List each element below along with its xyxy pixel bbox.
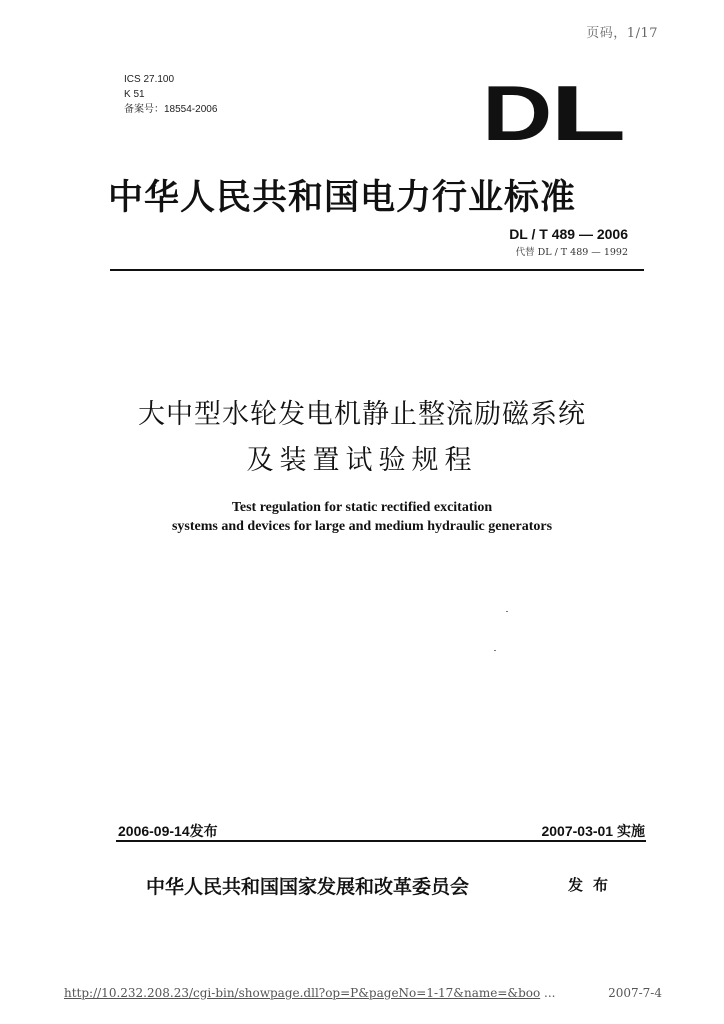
document-title-zh-line2: 及装置试验规程 (246, 445, 478, 476)
record-number: 备案号：18554-2006 (124, 104, 218, 115)
classification-block (124, 72, 217, 117)
scan-speck (494, 650, 496, 651)
document-title-en-line1: Test regulation for static rectified excitation (231, 500, 493, 515)
issue-date: 2006-09-14发布 (118, 823, 218, 839)
bottom-divider (116, 840, 646, 842)
standard-number: DL / T 489 — 2006 (509, 226, 628, 242)
logo-letter-l: L (550, 69, 627, 157)
effective-date: 2007-03-01 实施 (541, 823, 645, 839)
footer-date: 2007-7-4 (608, 986, 662, 1000)
top-divider (110, 269, 644, 271)
document-title-zh-line1: 大中型水轮发电机静止整流励磁系统 (138, 399, 586, 430)
standard-title: 中华人民共和国电力行业标准 (108, 177, 577, 218)
ics-code: ICS 27.100 (124, 74, 175, 85)
category-code: K 51 (124, 89, 145, 100)
footer-url-link[interactable]: http://10.232.208.23/cgi-bin/showpage.dll?op=P&pageNo=1-17&name=&boo (64, 986, 541, 1000)
issuing-authority: 中华人民共和国国家发展和改革委员会 (146, 876, 470, 898)
page-counter: 页码，1/17 (586, 26, 658, 41)
footer-url[interactable] (64, 986, 555, 1000)
document-title-en-line2: systems and devices for large and medium hydraulic generators (171, 519, 553, 534)
publish-label: 发布 (568, 876, 619, 894)
footer-url-ellipsis: ... (544, 986, 556, 1000)
scan-speck (506, 611, 508, 612)
logo-letter-d: D (482, 69, 553, 157)
replaced-standard: 代替 DL / T 489 — 1992 (515, 247, 628, 258)
dl-logo (480, 69, 640, 157)
